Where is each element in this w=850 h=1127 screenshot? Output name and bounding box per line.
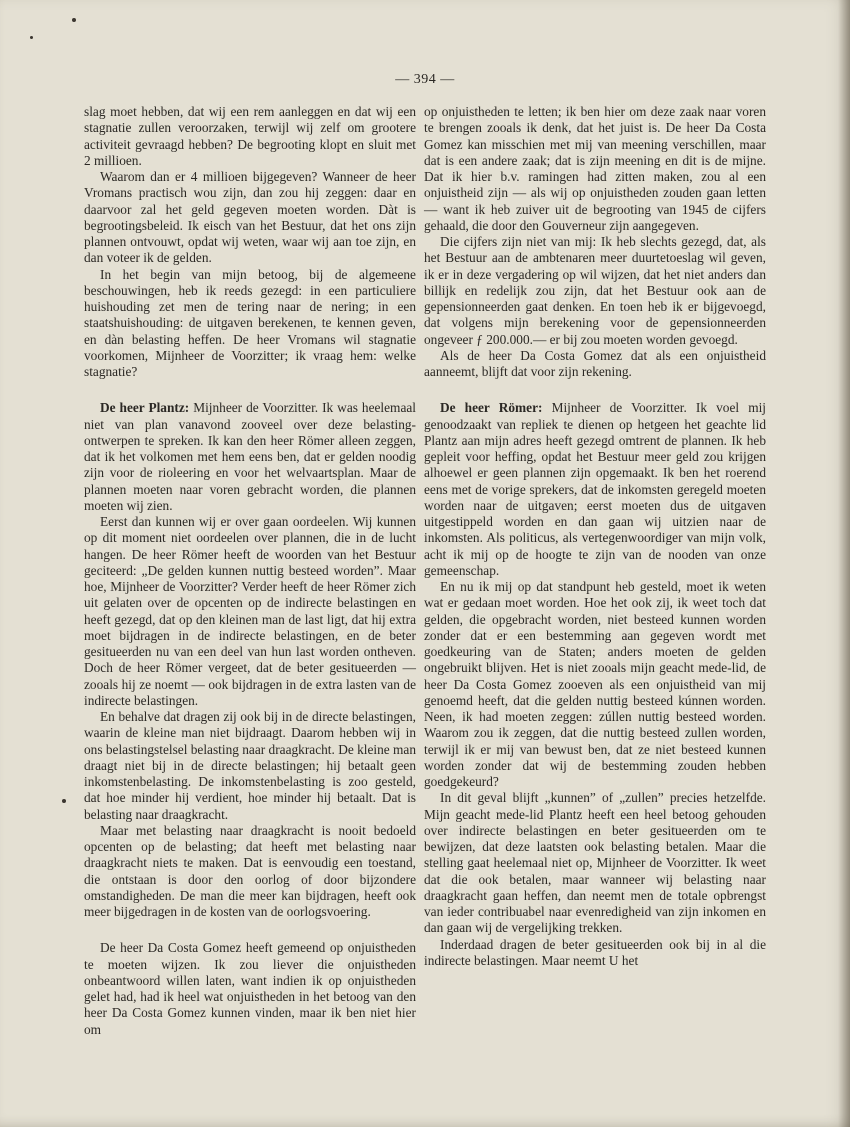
paragraph: En behalve dat dragen zij ook bij in de directe belastingen, waarin de kleine man niet bijdraagt. Daarom hebben wij in ons belastingstelsel belasting naar draagkracht. De kleine man draagt niet bij in de directe belastingen; hij betaalt geen inkomstenbelasting. De inkomstenbelasting is zoo gesteld, dat hoe minder hij verdient, hoe minder hij betaalt. Dat is belasting naar draagkracht. xyxy=(84,709,416,822)
paragraph: Maar met belasting naar draagkracht is nooit bedoeld opcenten op de belasting; dat heeft met belasting naar draagkracht niets te maken. Dat is eenvoudig een toestand, die ontstaan is door den oorlog of door bijzondere omstandigheden. De man die meer kan bijdragen, heeft ook meer bijgedragen in de kosten van de oorlogsvoering. xyxy=(84,822,416,919)
paragraph: Als de heer Da Costa Gomez dat als een onjuistheid aanneemt, blijft dat voor zijn rekening. xyxy=(424,347,766,379)
left-column xyxy=(84,104,416,1038)
paragraph: Eerst dan kunnen wij er over gaan oordeelen. Wij kunnen op dit moment niet oordeelen over plannen, die in de lucht hangen. De heer Römer heeft de woorden van het Bestuur geciteerd: „De gelden kunnen nuttig besteed worden”. Maar hoe, Mijnheer de Voorzitter? Verder heeft de heer Römer zich uit gelaten over de opcenten op de indirecte belastingen en heeft gezegd, dat op den kleinen man de last ligt, dat hij extra moet bijdragen in de indirecte belastingen, en de beter gesitueerden nu van een deel van hun last worden ontheven. Doch de heer Römer vergeet, dat de beter gesitueerden — zooals hij ze noemt — ook bijdragen in de extra lasten van de indirecte belastingen. xyxy=(84,514,416,708)
speech-paragraph xyxy=(424,400,766,579)
right-column xyxy=(424,104,766,969)
page-edge-shadow xyxy=(838,0,850,1127)
speech-text: Mijnheer de Voorzitter. Ik was heelemaal niet van plan vanavond zooveel over deze belasting-ontwerpen te spreken. Ik kan den heer Römer alleen zeggen, dat ik het volkomen met hem eens ben, dat er gelden noodig zijn voor de rioleering en voor het welvaartsplan. Maar de plannen moeten naar voren gebracht worden, die plannen moeten wij zien. xyxy=(84,400,416,513)
speech-paragraph xyxy=(84,400,416,514)
paragraph: De heer Da Costa Gomez heeft gemeend op onjuistheden te moeten wijzen. Ik zou liever die onjuistheden onbeantwoord willen laten, want indien ik op onjuistheden gelet had, had ik heel wat onjuistheden in het betoog van den heer Da Costa Gomez kunnen vinden, maar ik ben niet hier om xyxy=(84,940,416,1037)
scan-speck xyxy=(62,799,66,803)
paragraph: In het begin van mijn betoog, bij de algemeene beschouwingen, heb ik reeds gezegd: in een particuliere huishouding zet men de tering naar de nering; in een staatshuishouding: de uitgaven berekenen, te kennen geven, en dàn belasting heffen. De heer Vromans wil stagnatie voorkomen, Mijnheer de Voorzitter; ik vraag hem: welke stagnatie? xyxy=(84,266,416,379)
speaker-name: De heer Plantz: xyxy=(100,400,190,416)
speaker-name: De heer Römer: xyxy=(440,400,543,416)
paragraph: slag moet hebben, dat wij een rem aanleggen en dat wij een stagnatie zullen veroorzaken, terwijl wij zelf om grootere activiteit gevraagd hebben? De begrooting klopt en sluit met 2 millioen. xyxy=(84,104,416,168)
paragraph: Inderdaad dragen de beter gesitueerden ook bij in al die indirecte belastingen. Maar neemt U het xyxy=(424,936,766,968)
speech-text: Mijnheer de Voorzitter. Ik voel mij genoodzaakt van repliek te dienen op hetgeen het geachte lid Plantz aan mijn adres heeft gezegd omtrent de plannen. Ik heb gepleit voor heffing, opdat het Bestuur meer geld zou krijgen alhoewel er geen plannen zijn opgemaakt. Ik ben het roerend eens met de vorige sprekers, dat de inkomsten geregeld moeten worden naar de uitgaven; eerst moeten dus de uitgaven uitgestippeld worden en dan gaan wij uitzien naar de inkomsten. Als politicus, als vertegenwoordiger van mijn volk, acht ik mij op de hoogte te zijn van de nooden van onze gemeenschap. xyxy=(424,400,766,578)
scan-speck xyxy=(72,18,76,22)
page-number: — 394 — xyxy=(395,72,455,87)
paragraph: op onjuistheden te letten; ik ben hier om deze zaak naar voren te brengen zooals ik denk, dat het juist is. De heer Da Costa Gomez kan misschien met mij van meening verschillen, maar dat is een andere zaak; dat is zijn meening en dit is de mijne. Dat ik hier b.v. ramingen had zitten maken, zou al een onjuistheid zijn — als wij op onjuistheden zouden gaan letten — want ik heb zuiver uit de begrooting van 1945 de cijfers gehaald, die door den Gouverneur zijn aangegeven. xyxy=(424,104,766,233)
paragraph: Waarom dan er 4 millioen bijgegeven? Wanneer de heer Vromans practisch wou zijn, dan zou hij zeggen: daar en daarvoor zal het geld gegeven moeten worden. Dàt is begrootingsbeleid. Ik eisch van het Bestuur, dat het ons zijn plannen ontvouwt, opdat wij weten, waar wij aan toe zijn, en dan voteer ik de gelden. xyxy=(84,169,416,266)
paragraph: Die cijfers zijn niet van mij: Ik heb slechts gezegd, dat, als het Bestuur aan de ambtenaren meer duurtetoeslag wil geven, ik er in deze vergadering op wil wijzen, dat het niet anders dan billijk en redelijk zou zijn, dat het Bestuur ook aan de gepensionneerden gaat denken. En toen heb ik er bijgevoegd, dat volgens mijn berekening voor de gepensionneerden ongeveer ƒ 200.000.— er bij zou moeten worden gevoegd. xyxy=(424,234,766,347)
scan-speck xyxy=(30,36,33,39)
paragraph: In dit geval blijft „kunnen” of „zullen” precies hetzelfde. Mijn geacht mede-lid Plantz heeft een heel betoog gehouden over indirecte belastingen en beter gesitueerden om te bewijzen, dat deze laatsten ook belasting betalen. Maar die stelling gaat heelemaal niet op, Mijnheer de Voorzitter. Ik weet dat die ook betalen, maar wanneer wij belasting naar draagkracht gaan heffen, dan neemt men de totale opbrengst van ieder contribuabel naar evenredigheid van zijn inkomen en dan gaan wij de vergelijking trekken. xyxy=(424,790,766,936)
paragraph: En nu ik mij op dat standpunt heb gesteld, moet ik weten wat er gedaan moet worden. Hoe het ook zij, ik weet toch dat gelden, die opgebracht worden, niet besteed kunnen worden zonder dat er een bestemming aan gegeven wordt met goedkeuring van de Staten; anders moeten de gelden ongebruikt blijven. Het is niet zooals mijn geacht mede-lid, de heer Da Costa Gomez zooeven als een onjuistheid van mij genoemd heeft, dat die gelden nuttig besteed kúnnen worden. Neen, ik had moeten zeggen: zúllen nuttig besteed worden. Waarom zou ik zeggen, dat die nuttig besteed zullen worden, terwijl ik er mij van bewust ben, dat ze niet besteed kunnen worden zonder dat wij de bestemming zouden hebben goedgekeurd? xyxy=(424,579,766,789)
